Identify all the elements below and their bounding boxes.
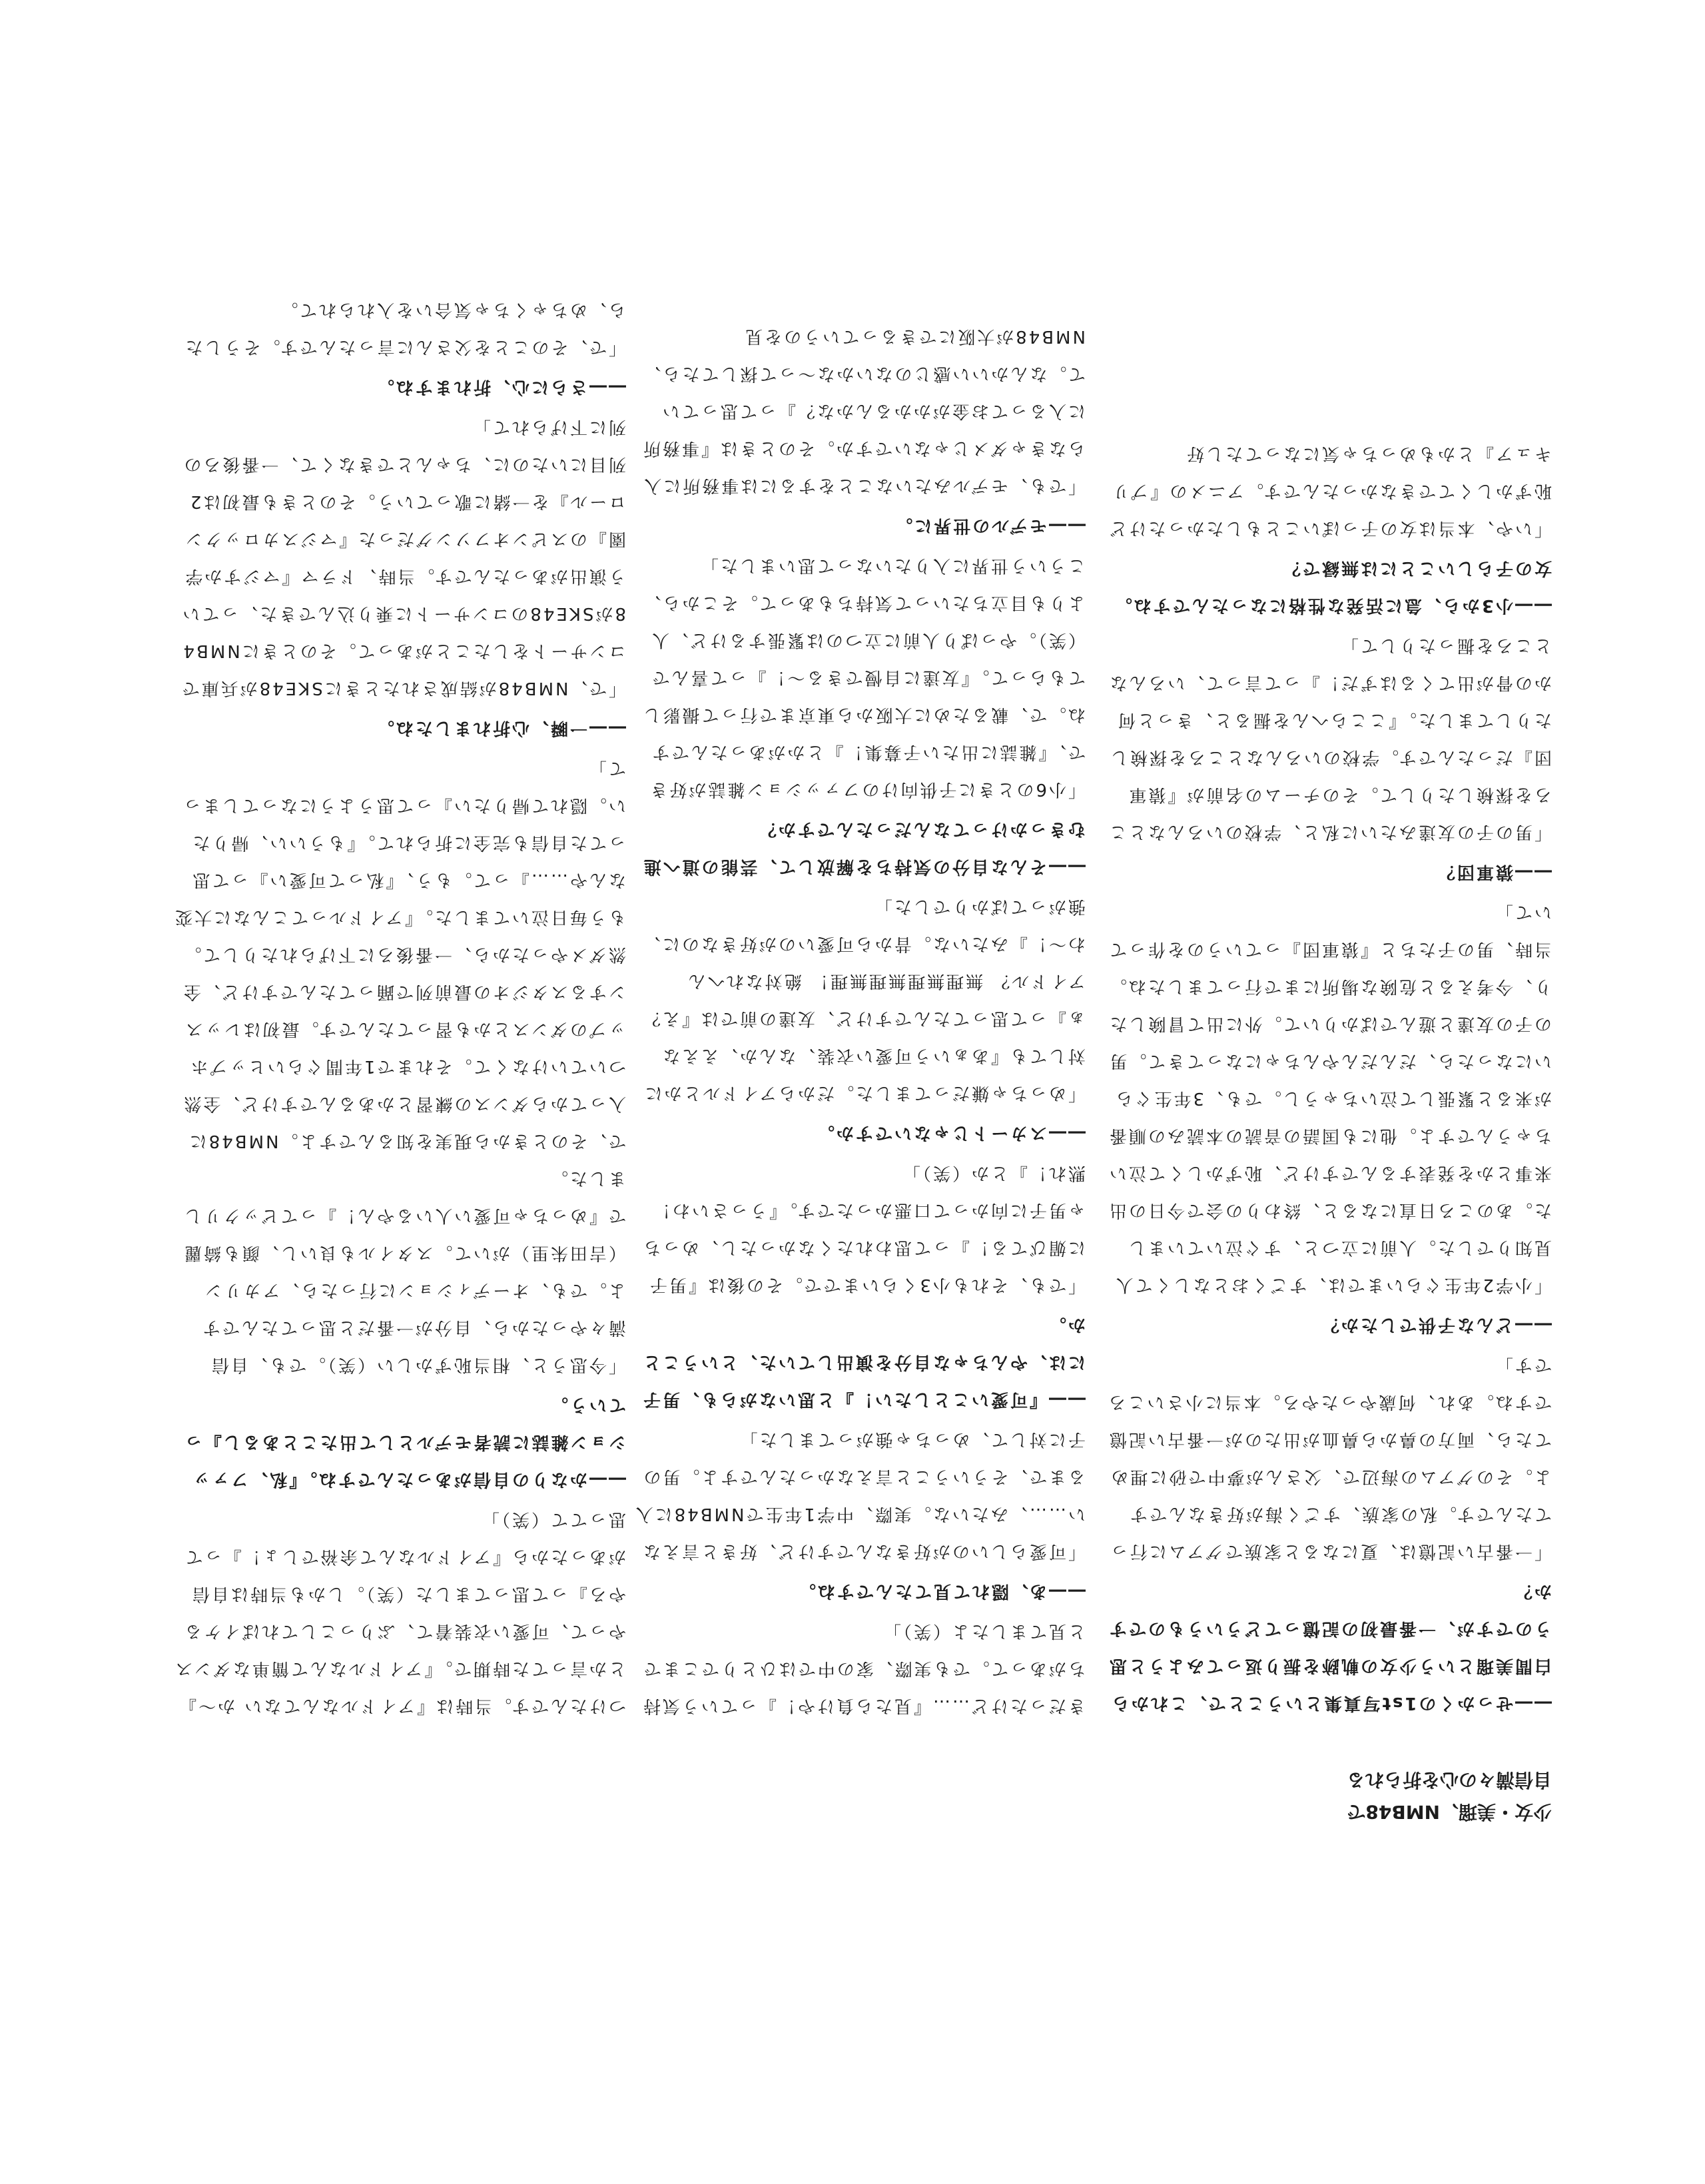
interview-answer: きだったけど……『見たら負けや！』っていう気持ちがあって。でも実際、家の中ではひとりでこまでと見てましたよ（笑）」 — [641, 1621, 1086, 1716]
interview-answer: 「一番古い記憶は、夏になると家族でグアムに行ってたんです。私の家族、すごく海が好きなんですよ。そのグアムの海辺で、父さんが夢中で砂に埋めてたら、両方の鼻から鼻血が出たのが一番古い記憶ですね。あれ、何歳やったやろ。本当に小さいころです」 — [1106, 1355, 1552, 1561]
article-header — [1086, 1764, 1552, 1828]
interview-question: ――せっかくの1st写真集ということで、これから白間美瑠という少女の軌跡を振り返ってみようと思うのですが、一番最初の記憶ってどういうものですか？ — [1107, 1581, 1552, 1713]
interview-answer: 「で、そのことを父さんに言ったんです。そうしたら、めちゃくちゃ気合いを入れられて。 — [183, 300, 626, 357]
interview-answer: 「いや、本当は女の子っぽいこともしたかったけど恥ずかしくてできなかったんです。アニメの『プリキュア』とかもめっちゃ気になってたし好 — [1108, 444, 1552, 538]
interview-answer: で、そのときから現実を知るんですよ。NMB48に入ってからダンスの練習とかあるんですけど、全然ついていけなくて。それまで1年間ぐらいヒップホップのダンスとかも習ってたんです。最初はレッスンするスタジオの最前列で踊ってたんですけど、全然ダメやったから、一番後ろに下げられたりして。もう毎日泣いてました。『アイドルってこんなに大変なんや……』って。もう、『私って可愛い』って思ってた自信も完全に折られて。『もういい、帰りたい。隠れて帰りたい』って思うようになってしまって」 — [173, 758, 626, 1151]
interview-answer: 「男の子の友達みたいに私と、学校のいろんなところを探検したりして。そのチームの名前が『猿軍団』だったんです。学校のいろんなところを探検したりしてました。『ここらへんを掘ると、きっと何かの骨が出てくるはずだ！』って言って、いろんなところを掘ったりして」 — [1107, 635, 1552, 842]
header-line-2: 自信満々の心を折られる — [1346, 1769, 1552, 1791]
interview-question: ――『可愛いことしたい！』と思いながらも、男子には、やんちゃな自分を演出していた、ということか。 — [641, 1315, 1086, 1409]
interview-answer: 「でも、それも小3くらいまでで。その後は『男子に媚びてる！』って思われたくなかったし、めっちゃ男子に向かって口悪かったです。『うっさいわ！ 黙れ！』とか（笑）」 — [641, 1163, 1086, 1295]
interview-answer: 「で、NMB48が結成されたときにSKE48が兵庫でコンサートをしたことがあって。そのときにNMB48がSKE48のコンサートに乗り込んできた、っていう演出があったんです。当時、ドラマ『マジすか学園』のスピンオフソングだった『マジスカロックンロール』を一緒に歌っていう。そのときも最初は2列目にいたのに、ちゃんとできなくて、一番後ろの列に下げられて」 — [180, 417, 626, 698]
interview-question: ――モデルの世界に。 — [893, 516, 1086, 536]
text-column-3 — [173, 291, 626, 1724]
interview-question: ――さらに心、折れますね。 — [374, 377, 626, 397]
interview-answer: 「可愛らしいのが好きなんですけど、好きと言えない……、みたいな。実際、中学1年生でNMB48に入るまで、そういうこと言えなかったんですよ。男の子に対して、めっちゃ強がってました」 — [633, 1429, 1086, 1561]
interview-answer: 「今思うと、相当恥ずかしい（笑）。でも、自信満々やったから、自分が一番だと思ってたんですよ。でも、オーディションに行ったら、アカリン（吉田朱里）がいて。スタイルも良いし、顔も綺麗で『めっちゃ可愛い人いるやん！』ってビックリしました。 — [182, 1168, 626, 1375]
interview-answer: 「でも、モデルみたいなことをするには事務所に入らなきゃダメじゃないですか。そのときは『事務所に入るってお金がかかるんかな？』って思っていて。なんかいい感じのないかな〜って探してたら、NMB48が大阪にできるっていうのを見 — [641, 326, 1086, 496]
interview-question: ――猿軍団？ — [1435, 862, 1552, 882]
interview-question: ――そんな自分の気持ちを解放して、芸能の道へ進むきっかけってなんだったんですか？ — [641, 819, 1086, 877]
interview-answer: つけたんです。当時は『アイドルなんてない か〜』とか言ってた時期で。『アイドルなんて簡単なダンスやって、可愛い衣装着て、ぶりっこしてればイケるやろ』って思ってました（笑）。しかも当時は自信があったから『アイドルなんて余裕でしょ！』って思ってて（笑）」 — [173, 1509, 626, 1716]
interview-answer: 「小6のときに子供向けのファッション雑誌が好きで、『雑誌に出たい子募集！』とかがあったんですね。で、載るために大阪から東京まで行って撮影してもらって。『友達に自慢できる〜！』って喜んで（笑）。やっぱり人前に立つのは緊張するけど、人よりも目立ちたいって気持ちもあって。そこから、こういう世界に入りたいなって思いました」 — [641, 555, 1086, 799]
text-column-2 — [633, 318, 1086, 1724]
interview-question: ――どんな子供でしたか？ — [1319, 1315, 1552, 1335]
interview-question: ――スカートじゃないですか。 — [815, 1123, 1086, 1143]
interview-answer: 「めっちゃ嫌だってました。だからアイドルとかに対しても『あぁいう可愛い衣装、なんか、ええなぁ』って思ってたんですけど、友達の前では『え？ アイドル？ 無理無理無理無理！ 絶対なれへんわ〜！』みたいな。昔から可愛いのが好きなのに、強がってばかりでした」 — [633, 897, 1086, 1103]
interview-answer: 「小学2年生ぐらいまでは、すごくおとなしくて人見知りでした。人前に立つと、すぐ泣いていました。あのころ日直になると、終わりの会で今日の出来事とかを発表するんですけど、恥ずかしくて泣いちゃうんですよ。他にも国語の音読の本読みの順番が来ると緊張して泣いちゃうし。でも、3年生ぐらいになったら、だんだんやんちゃになってきて。男の子の友達と遊んでばかりいて。外に出て冒険したり、今考えると危険な場所にまで行ってましたね。当時、男の子たちと『猿軍団』っていうのを作っていて」 — [1107, 902, 1552, 1295]
interview-question: ――かなりの自信があったんですね。『私、ファッション雑誌に読者モデルとして出たことあるし』っていう。 — [182, 1395, 626, 1489]
interview-question: ――あ、隠れて見てたんですね。 — [797, 1581, 1086, 1601]
header-line-1: 少女・美瑠、NMB48で — [1347, 1801, 1552, 1823]
text-column-1 — [1099, 435, 1552, 1724]
interview-question: ――小3から、急に活発な性格になったんですね。女の子らしいことには無縁で？ — [1112, 558, 1552, 615]
interview-question: ――一瞬、心折れましたね。 — [374, 718, 626, 738]
